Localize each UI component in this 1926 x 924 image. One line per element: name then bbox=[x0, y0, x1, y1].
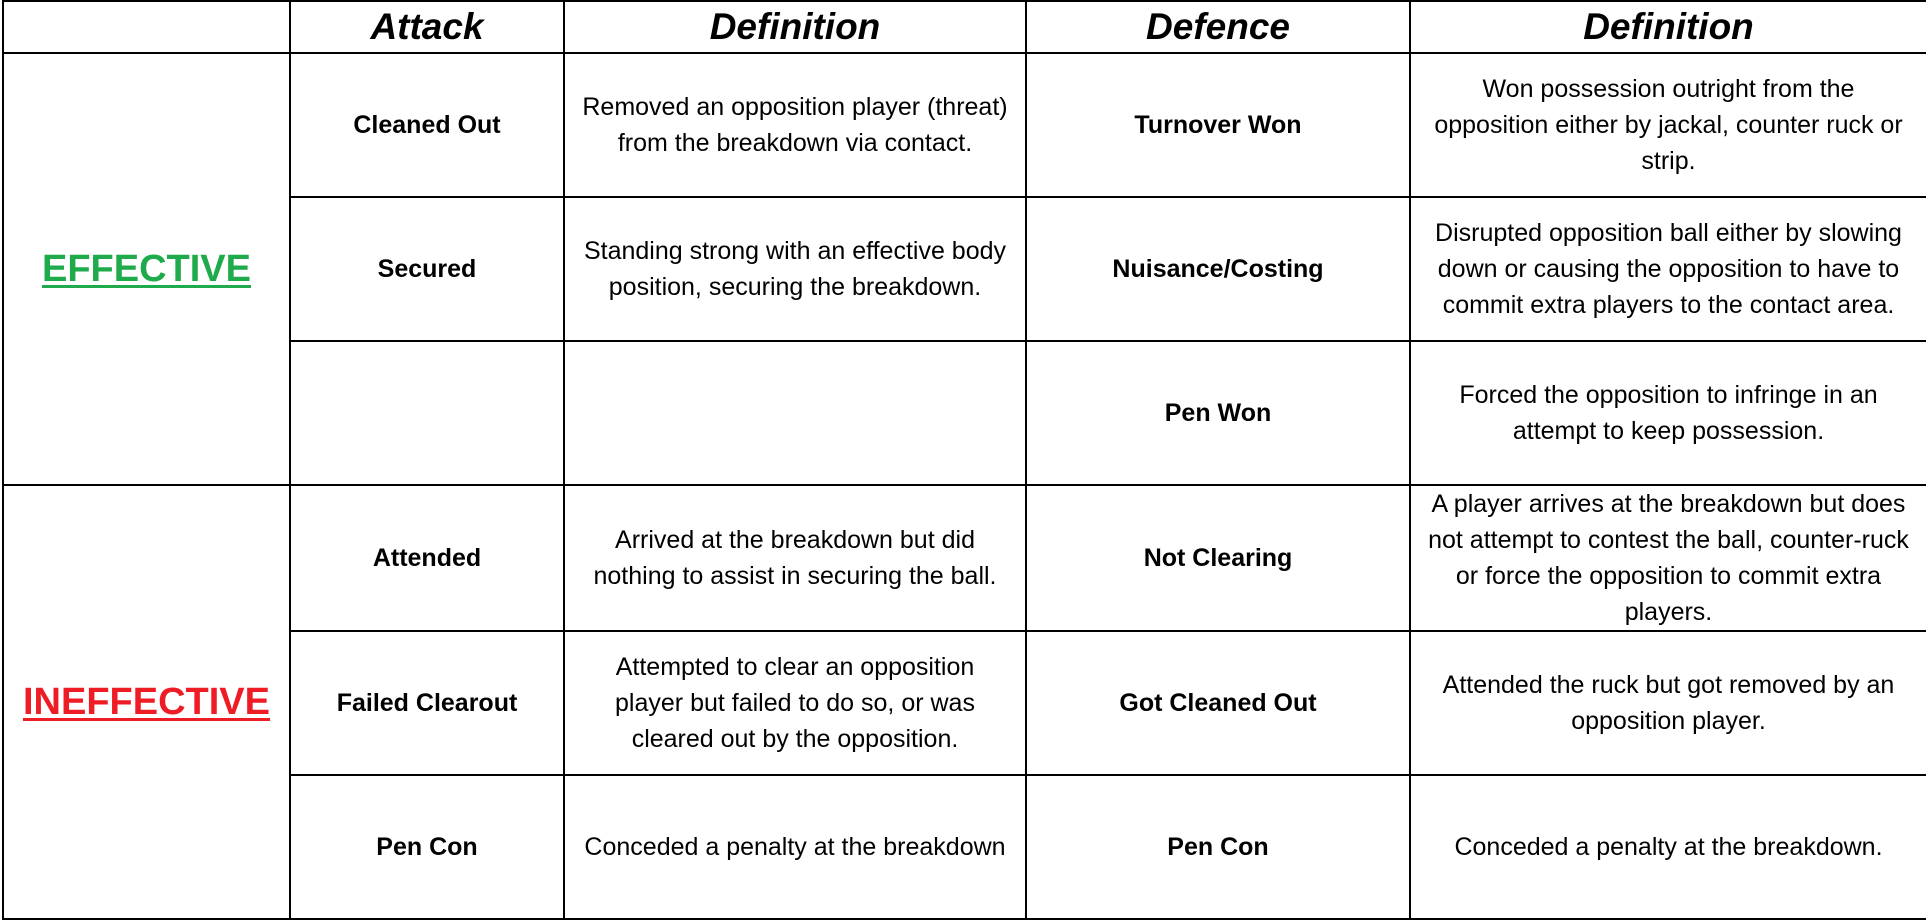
table-row bbox=[3, 341, 1926, 485]
defence-definition: Disrupted opposition ball either by slowing down or causing the opposition to have to commit extra players to the contact area. bbox=[1410, 197, 1926, 341]
header-attack-definition: Definition bbox=[564, 1, 1026, 53]
defence-term: Got Cleaned Out bbox=[1026, 631, 1410, 775]
attack-term: Attended bbox=[290, 485, 564, 631]
defence-definition: Conceded a penalty at the breakdown. bbox=[1410, 775, 1926, 919]
attack-definition bbox=[564, 341, 1026, 485]
attack-definition: Removed an opposition player (threat) from the breakdown via contact. bbox=[564, 53, 1026, 197]
table-row bbox=[3, 631, 1926, 775]
attack-definition: Conceded a penalty at the breakdown bbox=[564, 775, 1026, 919]
table-row bbox=[3, 53, 1926, 197]
attack-term: Pen Con bbox=[290, 775, 564, 919]
header-defence: Defence bbox=[1026, 1, 1410, 53]
breakdown-definitions-table bbox=[2, 0, 1926, 920]
header-defence-definition: Definition bbox=[1410, 1, 1926, 53]
attack-term: Secured bbox=[290, 197, 564, 341]
defence-term: Turnover Won bbox=[1026, 53, 1410, 197]
defence-definition: Attended the ruck but got removed by an opposition player. bbox=[1410, 631, 1926, 775]
header-corner bbox=[3, 1, 290, 53]
attack-term bbox=[290, 341, 564, 485]
defence-term: Pen Con bbox=[1026, 775, 1410, 919]
table-row bbox=[3, 485, 1926, 631]
defence-definition: Forced the opposition to infringe in an attempt to keep possession. bbox=[1410, 341, 1926, 485]
attack-term: Failed Clearout bbox=[290, 631, 564, 775]
attack-definition: Arrived at the breakdown but did nothing to assist in securing the ball. bbox=[564, 485, 1026, 631]
category-ineffective: INEFFECTIVE bbox=[3, 485, 290, 919]
category-effective: EFFECTIVE bbox=[3, 53, 290, 485]
defence-term: Pen Won bbox=[1026, 341, 1410, 485]
header-row bbox=[3, 1, 1926, 53]
defence-term: Nuisance/Costing bbox=[1026, 197, 1410, 341]
attack-definition: Standing strong with an effective body position, securing the breakdown. bbox=[564, 197, 1026, 341]
defence-definition: Won possession outright from the opposition either by jackal, counter ruck or strip. bbox=[1410, 53, 1926, 197]
defence-term: Not Clearing bbox=[1026, 485, 1410, 631]
header-attack: Attack bbox=[290, 1, 564, 53]
attack-definition: Attempted to clear an opposition player but failed to do so, or was cleared out by the opposition. bbox=[564, 631, 1026, 775]
table-row bbox=[3, 197, 1926, 341]
attack-term: Cleaned Out bbox=[290, 53, 564, 197]
table-row bbox=[3, 775, 1926, 919]
defence-definition: A player arrives at the breakdown but does not attempt to contest the ball, counter-ruck or force the opposition to commit extra players. bbox=[1410, 485, 1926, 631]
